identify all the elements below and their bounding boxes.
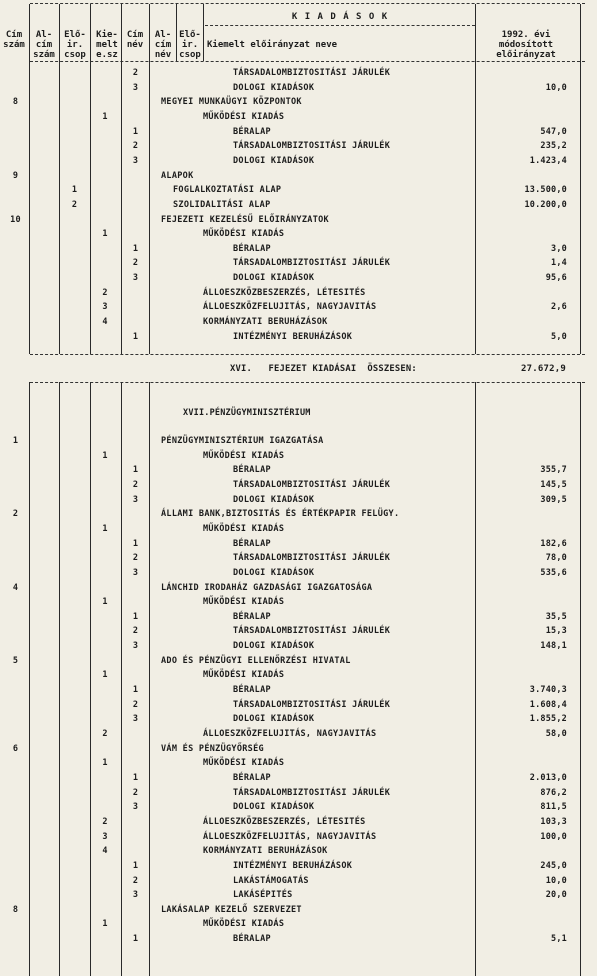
item-name: DOLOGI KIADÁSOK	[233, 641, 315, 652]
code-c3: 1	[102, 111, 108, 122]
item-amount: 811,5	[540, 802, 567, 813]
code-c4: 1	[132, 243, 139, 254]
code-c4: 1	[132, 611, 139, 622]
item-name: BÉRALAP	[233, 772, 271, 783]
header-amount: 1992. évi módosított előirányzat	[496, 30, 556, 60]
item-name: ALAPOK	[161, 170, 194, 181]
item-amount: 355,7	[540, 465, 567, 476]
code-c4: 1	[132, 772, 139, 783]
item-name: TÁRSADALOMBIZTOSITÁSI JÁRULÉK	[233, 258, 391, 269]
item-amount: 148,1	[540, 641, 567, 652]
item-amount: 10,0	[545, 82, 567, 93]
code-c4: 3	[132, 273, 139, 284]
code-c3: 2	[102, 287, 108, 298]
code-c4: 2	[132, 626, 139, 637]
item-amount: 10,0	[545, 875, 567, 886]
code-c4: 2	[132, 258, 139, 269]
item-amount: 182,6	[540, 538, 567, 549]
item-amount: 95,6	[545, 273, 567, 284]
item-name: MŰKÖDÉSI KIADÁS	[203, 919, 285, 930]
header-rule	[30, 61, 585, 62]
code-c4: 1	[132, 331, 139, 342]
item-amount: 78,0	[545, 553, 567, 564]
code-c1: 9	[12, 170, 19, 181]
code-c4: 2	[132, 141, 139, 152]
code-c1: 4	[12, 582, 19, 593]
subtotal-rule-top	[30, 354, 585, 355]
code-c4: 1	[132, 126, 139, 137]
code-c4: 3	[132, 802, 139, 813]
item-name: TÁRSADALOMBIZTOSITÁSI JÁRULÉK	[233, 626, 391, 637]
code-c3: 1	[102, 670, 108, 681]
item-name: TÁRSADALOMBIZTOSITÁSI JÁRULÉK	[233, 553, 391, 564]
item-amount: 535,6	[540, 567, 567, 578]
item-name: MŰKÖDÉSI KIADÁS	[203, 758, 285, 769]
code-c3: 2	[102, 816, 108, 827]
item-name: ÁLLOESZKÖZFELUJITÁS, NAGYJAVITÁS	[203, 302, 377, 313]
item-name: ÁLLOESZKÖZFELUJITÁS, NAGYJAVITÁS	[203, 729, 377, 739]
item-name: DOLOGI KIADÁSOK	[233, 155, 315, 166]
item-name: MŰKÖDÉSI KIADÁS	[203, 597, 285, 608]
code-c4: 1	[132, 465, 139, 476]
item-name: BÉRALAP	[233, 465, 271, 476]
item-name: DOLOGI KIADÁSOK	[233, 567, 315, 578]
item-name: MŰKÖDÉSI KIADÁS	[203, 523, 285, 534]
code-c3: 3	[102, 831, 108, 842]
grid-line	[121, 382, 122, 976]
item-name: ÁLLOESZKÖZFELUJITÁS, NAGYJAVITÁS	[203, 831, 377, 842]
code-c4: 2	[132, 875, 139, 886]
item-amount: 145,5	[540, 479, 567, 490]
grid-line	[176, 4, 177, 61]
grid-line	[29, 382, 30, 976]
item-amount: 1.608,4	[529, 699, 567, 710]
item-amount: 245,0	[540, 860, 567, 871]
code-c3: 4	[102, 846, 108, 857]
item-name: MŰKÖDÉSI KIADÁS	[203, 670, 285, 681]
code-c4: 2	[132, 787, 139, 798]
code-c3: 1	[102, 450, 108, 461]
header-title: K I A D Á S O K	[291, 12, 389, 22]
grid-line	[90, 4, 91, 354]
item-amount: 58,0	[545, 729, 567, 739]
item-name: TÁRSADALOMBIZTOSITÁSI JÁRULÉK	[233, 787, 391, 798]
item-name: INTÉZMÉNYI BERUHÁZÁSOK	[233, 331, 353, 342]
item-name: DOLOGI KIADÁSOK	[233, 802, 315, 813]
code-c1: 6	[12, 743, 19, 754]
item-name: TÁRSADALOMBIZTOSITÁSI JÁRULÉK	[233, 68, 391, 78]
grid-line	[203, 4, 204, 61]
item-name: LAKÁSTÁMOGATÁS	[233, 875, 309, 886]
item-name: TÁRSADALOMBIZTOSITÁSI JÁRULÉK	[233, 479, 391, 490]
header-divider	[205, 25, 475, 26]
item-name: PÉNZÜGYMINISZTÉRIUM IGAZGATÁSA	[161, 436, 324, 446]
header-eloir: Elő- ir. csop	[64, 30, 86, 60]
item-name: FOGLALKOZTATÁSI ALAP	[173, 185, 282, 196]
code-c4: 2	[132, 479, 139, 490]
grid-line	[149, 382, 150, 976]
item-name: MŰKÖDÉSI KIADÁS	[203, 450, 285, 461]
code-c4: 1	[132, 685, 139, 696]
grid-line	[59, 4, 60, 354]
item-amount: 13.500,0	[524, 185, 567, 196]
item-amount: 235,2	[540, 141, 567, 152]
item-amount: 309,5	[540, 494, 567, 505]
subtotal-rule-bottom	[30, 382, 585, 383]
code-c1: 8	[12, 904, 19, 915]
item-name: LAKÁSALAP KEZELŐ SZERVEZET	[161, 904, 302, 915]
header-name-label: Kiemelt előirányzat neve	[207, 40, 338, 50]
item-amount: 2,6	[551, 302, 567, 313]
chapter-title: XVII.PÉNZÜGYMINISZTÉRIUM	[183, 408, 311, 418]
grid-line	[121, 4, 122, 354]
code-c4: 3	[132, 641, 139, 652]
code-c4: 1	[132, 860, 139, 871]
grid-line	[580, 382, 581, 976]
header-cim: Cím szám	[3, 30, 25, 50]
header-alcim: Al- cím szám	[33, 30, 55, 60]
item-name: TÁRSADALOMBIZTOSITÁSI JÁRULÉK	[233, 699, 391, 710]
code-c1: 5	[12, 655, 19, 666]
header-eloircsop: Elő- ir. csop	[179, 30, 201, 60]
header-cimnev: Cím név	[126, 30, 144, 50]
item-amount: 1.423,4	[529, 155, 567, 166]
item-amount: 10.200,0	[524, 199, 567, 210]
item-name: ÁLLAMI BANK,BIZTOSITÁS ÉS ÉRTÉKPAPIR FELÜGY.	[161, 509, 400, 520]
code-c3: 2	[102, 729, 108, 739]
item-name: KORMÁNYZATI BERUHÁZÁSOK	[203, 846, 328, 857]
item-amount: 3.740,3	[529, 685, 567, 696]
item-name: MEGYEI MUNKAÜGYI KÖZPONTOK	[161, 97, 302, 108]
code-c1: 10	[10, 214, 21, 225]
item-amount: 3,0	[551, 243, 567, 254]
item-name: INTÉZMÉNYI BERUHÁZÁSOK	[233, 860, 353, 871]
code-c3: 1	[102, 523, 108, 534]
code-c2: 1	[71, 185, 78, 196]
item-name: FEJEZETI KEZELÉSŰ ELŐIRÁNYZATOK	[161, 214, 329, 225]
item-amount: 103,3	[540, 816, 567, 827]
item-amount: 5,0	[551, 331, 567, 342]
header-kiemelt: Kie- melt e.sz	[96, 30, 118, 60]
total-amount: 27.672,9	[521, 364, 566, 374]
item-name: BÉRALAP	[233, 934, 271, 945]
item-name: BÉRALAP	[233, 538, 271, 549]
item-name: TÁRSADALOMBIZTOSITÁSI JÁRULÉK	[233, 141, 391, 152]
item-name: BÉRALAP	[233, 126, 271, 137]
code-c3: 1	[102, 758, 108, 769]
code-c4: 3	[132, 82, 139, 93]
item-amount: 1,4	[551, 258, 567, 269]
top-rule	[30, 3, 585, 4]
item-name: BÉRALAP	[233, 243, 271, 254]
item-amount: 20,0	[545, 890, 567, 901]
item-name: VÁM ÉS PÉNZÜGYŐRSÉG	[161, 743, 264, 754]
code-c1: 8	[12, 97, 19, 108]
code-c4: 3	[132, 567, 139, 578]
code-c4: 1	[132, 934, 139, 945]
item-name: BÉRALAP	[233, 685, 271, 696]
item-amount: 5,1	[551, 934, 567, 945]
code-c2: 2	[71, 199, 78, 210]
item-name: DOLOGI KIADÁSOK	[233, 714, 315, 725]
total-label: XVI. FEJEZET KIADÁSAI ÖSSZESEN:	[230, 364, 417, 374]
item-name: BÉRALAP	[233, 611, 271, 622]
code-c4: 3	[132, 155, 139, 166]
code-c3: 1	[102, 919, 108, 930]
item-name: ÁLLOESZKÖZBESZERZÉS, LÉTESITÉS	[203, 287, 366, 298]
code-c3: 1	[102, 229, 108, 240]
header-alcimnev: Al- cím név	[154, 30, 172, 60]
item-name: DOLOGI KIADÁSOK	[233, 273, 315, 284]
code-c4: 3	[132, 714, 139, 725]
grid-line	[29, 4, 30, 354]
grid-line	[59, 382, 60, 976]
code-c1: 1	[12, 436, 19, 446]
code-c4: 2	[132, 553, 139, 564]
code-c3: 1	[102, 597, 108, 608]
item-amount: 1.855,2	[529, 714, 567, 725]
item-amount: 100,0	[540, 831, 567, 842]
grid-line	[475, 382, 476, 976]
item-name: LAKÁSÉPITÉS	[233, 890, 293, 901]
code-c4: 3	[132, 494, 139, 505]
grid-line	[580, 4, 581, 354]
code-c3: 3	[102, 302, 108, 313]
grid-line	[475, 4, 476, 354]
item-amount: 2.013,0	[529, 772, 567, 783]
item-amount: 15,3	[545, 626, 567, 637]
item-name: DOLOGI KIADÁSOK	[233, 82, 315, 93]
item-name: KORMÁNYZATI BERUHÁZÁSOK	[203, 317, 328, 328]
code-c1: 2	[12, 509, 19, 520]
grid-line	[149, 4, 150, 354]
item-amount: 547,0	[540, 126, 567, 137]
item-name: MŰKÖDÉSI KIADÁS	[203, 229, 285, 240]
item-name: MŰKÖDÉSI KIADÁS	[203, 111, 285, 122]
item-name: ADO ÉS PÉNZÜGYI ELLENŐRZÉSI HIVATAL	[161, 655, 351, 666]
item-name: SZOLIDALITÁSI ALAP	[173, 199, 271, 210]
code-c3: 4	[102, 317, 108, 328]
grid-line	[90, 382, 91, 976]
item-name: DOLOGI KIADÁSOK	[233, 494, 315, 505]
code-c4: 1	[132, 538, 139, 549]
code-c4: 2	[132, 699, 139, 710]
item-amount: 35,5	[545, 611, 567, 622]
item-amount: 876,2	[540, 787, 567, 798]
item-name: ÁLLOESZKÖZBESZERZÉS, LÉTESITÉS	[203, 816, 366, 827]
code-c4: 2	[132, 68, 139, 78]
code-c4: 3	[132, 890, 139, 901]
item-name: LÁNCHID IRODAHÁZ GAZDASÁGI IGAZGATOSÁGA	[161, 582, 373, 593]
